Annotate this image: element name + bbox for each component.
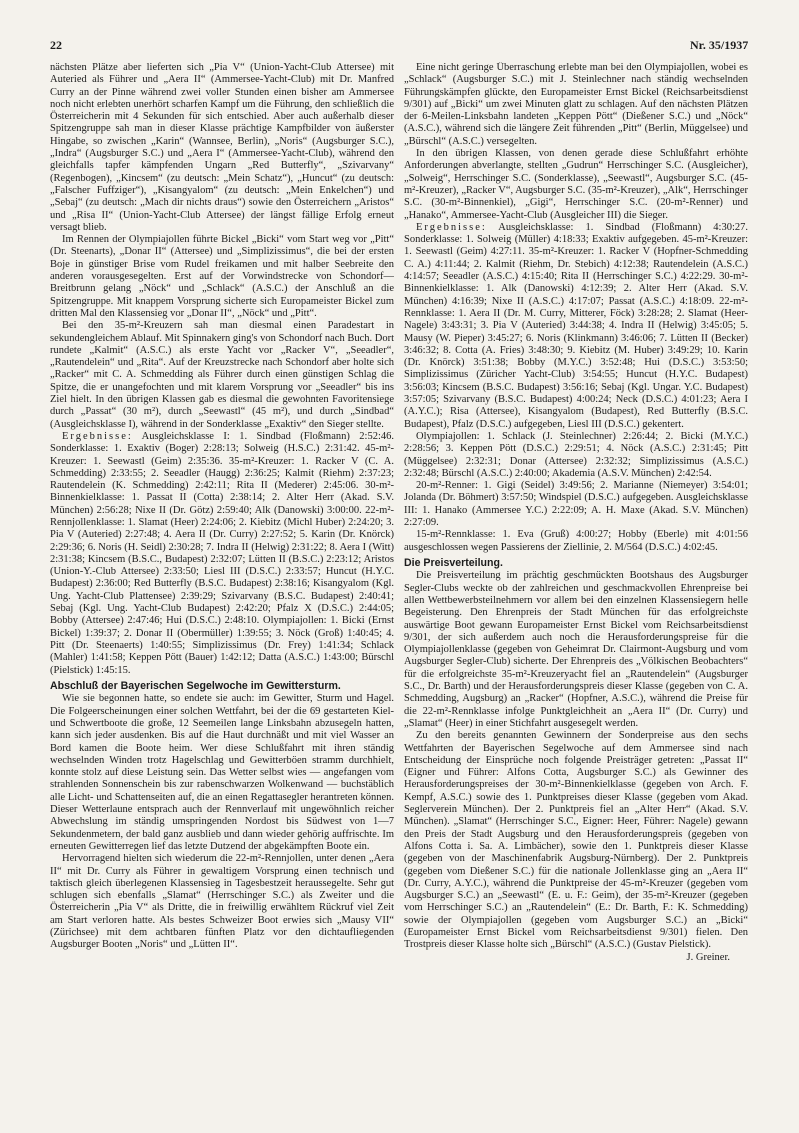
- results-paragraph: Olympiajollen: 1. Schlack (J. Steinlechner) 2:26:44; 2. Bicki (M.Y.C.) 2:28:56; 3. Keppen Pött (D.S.C.) 2:29:51; 4. Nöck (A.S.C.) 2:31:45; Pitt (Müggelsee) 2:32:31; Donar (Attersee) 2:32:32; Simplizissimus (A.S.C.) 2:32:48; Bürschl (A.S.C.) 2:40:00; Akademia (A.S.V. München) 2:42:54.: [404, 430, 748, 479]
- page-number: 22: [50, 38, 62, 52]
- results-label: Ergebnisse:: [416, 221, 487, 233]
- results-paragraph: 20-m²-Renner: 1. Gigi (Seidel) 3:49:56; 2. Marianne (Niemeyer) 3:54:01; Jolanda (Dr. Böhmert) 3:57:50; Windspiel (D.S.C.) aufgegeben. Ausgleichsklasse III: 1. Hanako (Ammersee Y.C.) 2:22:09; A. H. Maxe (Akad. S.V. München) 2:27:09.: [404, 480, 748, 528]
- paragraph: Die Preisverteilung im prächtig geschmückten Bootshaus des Augsburger Segler-Clubs weckte ob der zahlreichen und geschmackvollen Ehrenpreise bei allen Wettbewerbsteilnehmern vor allem bei den einzelnen Klassensiegern helle Begeisterung. Den Ehrenpreis der Stadt München für das erfolgreichste auswärtige Boot gewann Europameister Ernst Bickel vom Reichsarbeitsdienst 9/301, der sich außerdem auch noch die Herausforderungspreise für die Olympiajollenklasse (gegeben von Geheimrat Dr. Clairmont-Augsburg und vom Augsburger Segler-Club) sicherte. Der Ehrenpreis des „Völkischen Beobachters“ für die erfolgreichste 35-m²-Kreuzeryacht fiel an „Rautendelein“ (Augsburger S.C., Dr. Barth) und der Herausforderungspreis dieser Klasse (gegeben von C. A. Schmedding, Augsburg) an „Racker“ (Hopfner, A.S.C.), während die Preise für die 22-m²-Rennklasse infolge Punktgleichheit an „Aera II“ (Dr. Curry) und „Slamat“ (Heer) in einer Stichfahrt ausgesegelt werden.: [404, 570, 748, 729]
- results-text: Ausgleichsklasse: 1. Sindbad (Floßmann) 4:30:27. Sonderklasse: 1. Solweig (Müller) 4:18:33; Exaktiv aufgegeben. 45-m²-Kreuzer: 1. Seewastl (Geim) 4:27:11. 35-m²-Kreuzer: 1. Racker V (Hopfner-Schmedding C. A.) 4:11:44; 2. Kalmit (Riehm, Dr. Stebich) 4:12:38; Rautendelein (A.S.C.) 4:14:57; Seeadler (A.S.C.) 4:15:40; Rita II (Herrschinger S.C.) 4:22:29. 30-m²-Binnenkielklasse: 1. Alk (Danowski) 4:12:39; 2. Alter Herr (Akad. S.V. München) 4:16:39; Nixe II (A.S.C.) 4:17:07; Passat (A.S.C.) 4:18:09. 22-m²-Rennklasse: 1. Aera II (Dr. M. Curry, Mitterer, Föck) 3:28:28; 2. Slamat (Heer-Nagele) 3:43:31; 3. Pia V (Auteried) 3:44:38; 4. Indra II (Helwig) 3:45:05; 5. Mausy (W. Pieper) 3:45:27; 6. Noris (Klinkmann) 3:46:06; 7. Lütten II (Becker) 3:46:32; 8. Cotta (A. Fries) 3:48:30; 9. Kiebitz (M. Huber) 3:49:29; 10. Karin (Dr. Knörck) 3:51:38; Bobby (M.Y.C.) 3:52:48; Hui (D.S.C.) 3:53:50; Simplizissimus (Züricher Yacht-Club) 3:54:55; Huncut (H.Y.C. Budapest) 3:56:03; Kincsem (B.S.C. Budapest) 3:56:16; Sebaj (Kgl. Ungar. Y.C. Budapest) 3:57:05; Szivarvany (B.S.C. Budapest) 4:00:24; Neck (D.S.C.) 4:01:23; Aera I (A.Y.C.); Risa (Attersee), Kisangyalom (Budapest), Red Butterfly (B.S.C. Budapest), Pfalz (D.S.C.) aufgegeben, Liesl III (D.S.C.) gekentert.: [404, 221, 748, 430]
- paragraph: Wie sie begonnen hatte, so endete sie auch: im Gewitter, Sturm und Hagel. Die Folgeerscheinungen einer solchen Wettfahrt, bei der die 69 gestarteten Kiel- und Schwertboote die große, 12 Seemeilen lange Linksbahn abzusegeln hatten, kann sich jeder ausdenken. Bis auf die Haut durchnäßt und mit viel Wasser an Bord kamen die Boote heim. Wer diese Schlußfahrt mit ihren ständig wechselnden Winden trotz Hagelschlag und Gewitterböen stramm durchhielt, konnte stolz auf diese Leistung sein. Das Wetter selbst wies — angefangen vom strahlenden Sonnenschein bis zur rabenschwarzen Wolkenwand — buchstäblich alle Licht- und Schattenseiten auf, die an einen Regattasegler herantreten können. Dieser Wetterlaune entsprach auch der Rennverlauf mit ungewöhnlich reicher Abwechslung im ständig umspringenden Nordost bis Südwest von 1—7 Sekundenmetern, der bald ganz ausblieb und dann wieder gehörig auffrischte. Im erneuten Gewitterregen lief das letzte Dutzend der abgekämpften Boote ein.: [50, 693, 394, 852]
- paragraph: Zu den bereits genannten Gewinnern der Sonderpreise aus den sechs Wettfahrten der Bayerischen Segelwoche auf dem Ammersee sind nach Entscheidung der Einsprüche noch folgende Preisträger getreten: „Passat II“ (Eigner und Führer: Alfons Cotta, Augsburger S.C.) als Gewinner des Herausforderungspreises der 30-m²-Binnenkielklasse (gegeben von Arch. F. Kempf, A.S.C.) sowie des 1. Punktpreises dieser Klasse (gegeben vom Akad. Seglerverein München). Der 2. Punktpreis fiel an „Alter Herr“ (Akad. S.V. München). „Slamat“ (Herrschinger S.C., Eigner: Heer, Führer: Nagele) gewann den Preis der Stadt Augsburg und den Herausforderungspreis (gegeben von Alfons Cotta i. Sa. A. Limbächer), sowie den 1. Punktpreis dieser Klasse (gegeben von der Maschinenfabrik Augsburg-Nürnberg). Der 2. Punktpreis (gegeben vom Dießener S.C.) für die nationale Jollenklasse ging an „Aera II“ (Dr. Curry, A.Y.C.), während die Punktpreise der 45-m²-Kreuzer (gegeben vom Augsburger S.C.) an „Seewastl“ (E. u. F.: Geim), der 35-m²-Kreuzer (gegeben vom Herrschinger S.C.) an „Rautendelein“ (E.: Dr. Barth, F.: K. Schmedding) sowie der Olympiajollen (gegeben vom Augsburger S.C.) an „Bicki“ (Europameister Ernst Bickel vom Reichsarbeitsdienst 9/301) fielen. Den Trostpreis dieser Klasse holte sich „Bürschl“ (A.S.C.) (Gustav Pielstick).: [404, 730, 748, 951]
- section-heading: Die Preisverteilung.: [404, 556, 503, 569]
- author-signature: J. Greiner.: [686, 951, 730, 963]
- paragraph: Eine nicht geringe Überraschung erlebte man bei den Olympiajollen, wobei es „Schlack“ (Augsburger S.C.) mit J. Steinlechner nach ständig wechselnden Führungskämpfen glückte, den Europameister Ernst Bickel (Reichsarbeitsdienst 9/301) auf „Bicki“ um zwei Minuten glatt zu schlagen. Auf den nächsten Plätzen der 6-Meilen-Linksbahn landeten „Keppen Pött“ (Dießener S.C.) und „Nöck“ (A.S.C.), während sich die längere Zeit führenden „Pitt“ (Berlin, Müggelsee) und „Bürschl“ (A.S.C.) versegelten.: [404, 62, 748, 147]
- paragraph: Hervorragend hielten sich wiederum die 22-m²-Rennjollen, unter denen „Aera II“ mit Dr. Curry als Führer in gewaltigem Vorsprung einen technisch und taktisch gleich überlegenen Klassensieg in Tagesbestzeit heraussegelte. Sehr gut schlugen sich ebenfalls „Slamat“ (Herrschinger S.C.) als Zweiter und die Österreicherin „Pia V“ als Dritte, die in freiwillig erwähltem Rückruf viel Zeit am Start verloren hatte. Als bestes Schweizer Boot erwies sich „Mausy VII“ (Zürichsee) mit dem achtbaren fünften Platz vor den dichtaufliegenden Augsburger Booten „Noris“ und „Lütten II“.: [50, 853, 394, 951]
- results-paragraph: 15-m²-Rennklasse: 1. Eva (Gruß) 4:00:27; Hobby (Eberle) mit 4:01:56 ausgeschlossen wegen Passierens der Ziellinie, 2. M/564 (D.S.C.) 4:02:45.: [404, 529, 748, 553]
- results-paragraph: [50, 431, 394, 677]
- results-label: Ergebnisse:: [62, 430, 133, 442]
- results-paragraph: [404, 222, 748, 431]
- right-column: [404, 62, 748, 1087]
- section-heading: Abschluß der Bayerischen Segelwoche im Gewittersturm.: [50, 679, 341, 692]
- paragraph: In den übrigen Klassen, von denen gerade diese Schlußfahrt erhöhte Anforderungen abverlangte, stellten „Gudrun“ Herrschinger S.C. (Ausgleicher), „Solweig“, Herrschinger S.C. (Sonderklasse), „Seewastl“, Augsburger S.C. (45-m²-Kreuzer), „Racker V“, Augsburger S.C. (35-m²-Kreuzer), „Alk“, Herrschinger S.C. (30-m²-Binnenkiel), „Gigi“, Herrschinger S.C. (20-m²-Renner) und „Hanako“, Ammersee-Yacht-Club (Ausgleicher III) die Sieger.: [404, 148, 748, 221]
- paragraph: Im Rennen der Olympiajollen führte Bickel „Bicki“ vom Start weg vor „Pitt“ (Dr. Steenarts), „Donar II“ (Attersee) und „Simplizissimus“, die bei der ersten Boje in günstiger Brise vom Rudel freikamen und mit halber Seebreite den anderen vorausgesegelten. Erst auf der Vorwindstrecke von Schondorf—Breitbrunn gelang „Nöck“ und „Schlack“ (A.S.C.) der Anschluß an die Spitzengruppe. Mit knappem Vorsprung sicherte sich Europameister Bickel zum dritten Mal den Klassensieg vor „Donar II“, „Nöck“ und „Pitt“.: [50, 234, 394, 319]
- paragraph: Bei den 35-m²-Kreuzern sah man diesmal einen Paradestart in sekundengleichem Ablauf. Mit Spinnakern ging's von Schondorf nach Buch. Dort rundete „Kalmit“ (A.S.C.) als erste Yacht vor „Racker V“, „Seeadler“, „Rautendelein“ und „Rita“. Auf der Kreuzstrecke nach Schondorf aber holte sich „Racker“ mit C. A. Schmedding als Führer durch einen günstigen Schlag die Spitze, die er unangefochten und mit klarem Vorsprung vor „Seeadler“ bis ins Ziel hielt. In den übrigen Klassen gab es diesmal die gewohnten Favoritensiege durch „Passat“ (30 m²), durch „Seewastl“ (45 m²), und durch „Sindbad“ (Ausgleichsklasse I), während in der Sonderklasse „Exaktiv“ den Sieger stellte.: [50, 320, 394, 430]
- left-column: [50, 62, 394, 1087]
- paragraph: nächsten Plätze aber lieferten sich „Pia V“ (Union-Yacht-Club Attersee) mit Auteried als Führer und „Aera II“ (Ammersee-Yacht-Club) mit Dr. Manfred Curry an der Pinne während zwei voller Stunden einen bisher am Ammersee noch nicht erlebten unerhört scharfen Kampf um die Führung, den schließlich die Österreicherin mit 4 Sekunden für sich entschied. Aber auch außerhalb dieser Spitzengruppe sah man in dieser Klasse prächtige Kampfbilder von äußerster Hingabe, so zwischen „Karin“ (Wannsee, Berlin), „Noris“ (Augsburger S.C.), „Indra“ (Augsburger S.C.) und „Aera I“ (Ammersee-Yacht-Club), während den gleichfalls tapfer kämpfenden Ungarn „Red Butterfly“, „Szivarvany“ (Regenbogen), „Kincsem“ (zu deutsch: „Mein Schatz“), „Huncut“ (zu deutsch: „Falscher Fuffziger“), „Kisangyalom“ (zu deutsch: „Mein Enkelchen“) und „Sebaj“ (zu deutsch: „Mach dir nichts draus“) sowie den Österreichern „Aristos“ und „Risa II“ (Union-Yacht-Club Attersee) der längst fällige Erfolg erneut versagt blieb.: [50, 62, 394, 233]
- issue-number: Nr. 35/1937: [690, 38, 749, 52]
- results-text: Ausgleichsklasse I: 1. Sindbad (Floßmann) 2:52:46. Sonderklasse: 1. Exaktiv (Boger) 2:28:13; Solweig (H.S.C.) 2:31:42. 45-m²-Kreuzer: 1. Seewastl (Geim) 2:35:36. 35-m²-Kreuzer: 1. Racker V (C. A. Schmedding) 2:33:55; 2. Seeadler (Haugg) 2:36:25; Kalmit (Riehm) 2:37:23; Rautendelein (K. Schmedding) 2:42:11; Rita II (Mederer) 2:45:06. 30-m²-Binnenkielklasse: 1. Passat II (Cotta) 2:38:14; 2. Alter Herr (Akad. S.V. München) 2:56:28; Nixe II (Dr. Götz) 2:59:40; Alk (Danowski) 3:00:00. 22-m²-Rennjollenklasse: 1. Slamat (Heer) 2:24:06; 2. Kiebitz (Michl Huber) 2:24:20; 3. Pia V (Auteried) 2:27:48; 4. Aera II (Dr. Curry) 2:27:52; 5. Karin (Dr. Knörck) 2:29:36; 6. Noris (H. Seidl) 2:30:28; 7. Indra II (Helwig) 2:31:22; 8. Aera I (Witt) 2:31:38; Kincsem (B.S.C., Budapest) 2:32:07; Lütten II (B.S.C.) 2:23:12; Aristos (Union-Y.-Club Attersee) 2:33:50; Liesl III (D.S.C.) 2:33:57; Huncut (H.Y.C. Budapest) 2:36:00; Red Butterfly (B.S.C. Budapest) 2:38:16; Kisangyalom (Kgl. Ung. Yacht-Club Plattensee) 2:39:29; Szivarvany (B.S.C. Budapest) 2:40:41; Sebaj (Kgl. Ung. Yacht-Club Budapest) 2:42:20; Pfalz X (D.S.C.) 2:44:05; Bobby (Attersee) 2:47:46; Hui (D.S.C.) 2:48:10. Olympiajollen: 1. Bicki (Ernst Bickel) 1:39:37; 2. Donar II (Obermüller) 1:39:55; 3. Nöck (Groß) 1:40:45; 4. Pitt (Dr. Steenaerts) 1:40:55; Simplizissimus (Dr. Frey) 1:41:34; Schlack (Mahler) 1:41:58; Keppen Pött (Bauer) 1:42:12; Datta (A.S.C.) 1:43:00; Bürschl (Pielstick) 1:45:15.: [50, 430, 394, 676]
